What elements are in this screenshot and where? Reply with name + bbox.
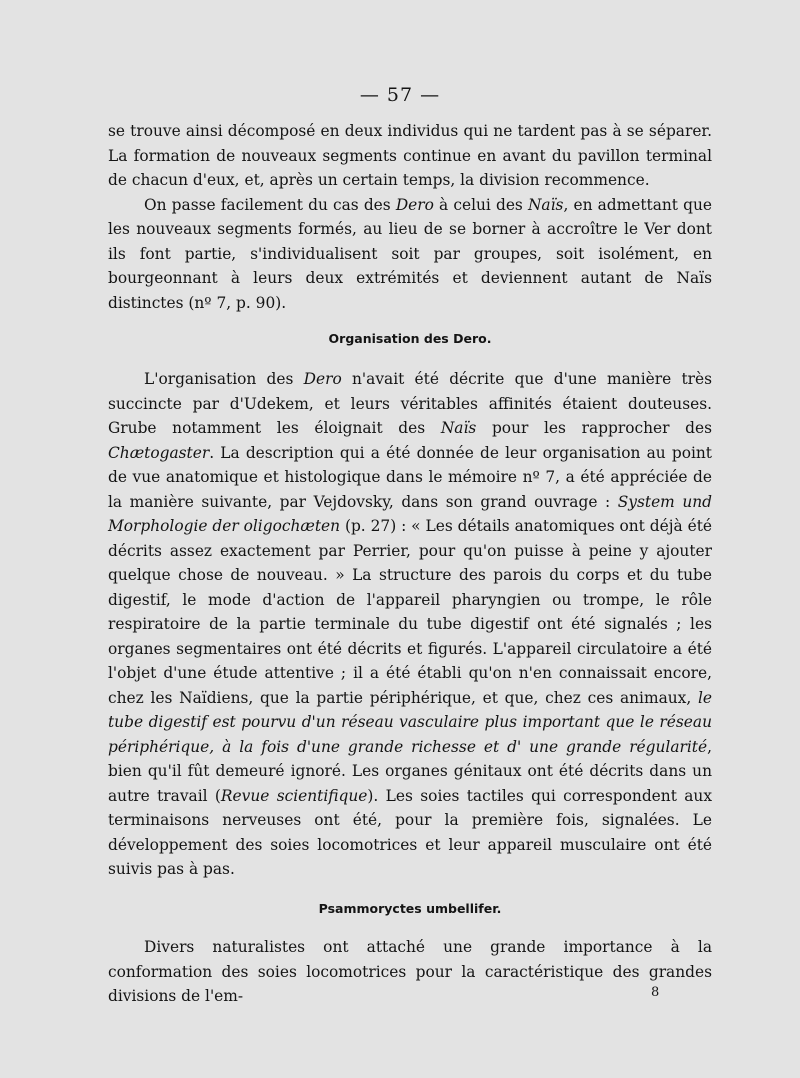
paragraph-1: se trouve ainsi décomposé en deux individus qui ne tardent pas à se séparer. La formation de nouveaux segments continue en avant du pavillon terminal de chacun d'eux, et, après un certain temps, la division recommence. — [108, 122, 712, 189]
psammoryctes-paragraph — [108, 935, 712, 1009]
section-heading-organisation: Organisation des Dero. — [328, 331, 492, 346]
opening-paragraphs — [108, 119, 712, 315]
paragraph-2: On passe facilement du cas des Dero à celui des Naïs, en admettant que les nouveaux segments formés, au lieu de se borner à accroître le Ver dont ils font partie, s'individualisent soit par groupes, soit isolément, en bourgeonnant à leurs deux extrémités et deviennent autant de Naïs distinctes (nº 7, p. 90). — [108, 195, 712, 312]
organisation-paragraph — [108, 367, 712, 882]
printer-signature: 8 — [651, 985, 660, 1000]
paragraph-4: Divers naturalistes ont attaché une grande importance à la conformation des soies locomotrices pour la caractéristique des grandes divisions de l'em- — [108, 938, 712, 1005]
section-heading-psammoryctes: Psammoryctes umbellifer. — [318, 901, 502, 916]
paragraph-3: L'organisation des Dero n'avait été décrite que d'une manière très succincte par d'Udekem, et leurs véritables affinités étaient douteuses. Grube notamment les éloignait des Naïs pour les rapprocher des Chætogaster. La description qui a été donnée de leur organisation au point de vue anatomique et histologique dans le mémoire nº 7, a été appréciée de la manière suivante, par Vejdovsky, dans son grand ouvrage : System und Morphologie der oligochæten (p. 27) : « Les détails anatomiques ont déjà été décrits assez exactement par Perrier, pour qu'on puisse à peine y ajouter quelque chose de nouveau. » La structure des parois du corps et du tube digestif, le mode d'action de l'appareil pharyngien ou trompe, le rôle respiratoire de la partie terminale du tube digestif ont été signalés ; les organes segmentaires ont été décrits et figurés. L'appareil circulatoire a été l'objet d'une étude attentive ; il a été établi qu'on n'en connaissait encore, chez les Naïdiens, que la partie périphérique, et que, chez ces animaux, le tube digestif est pourvu d'un réseau vasculaire plus important que le réseau périphérique, à la fois d'une grande richesse et d' une grande régularité, bien qu'il fût demeuré ignoré. Les organes génitaux ont été décrits dans un autre travail (Revue scientifique). Les soies tactiles qui correspondent aux terminaisons nerveuses ont été, pour la première fois, signalées. Le développement des soies locomotrices et leur appareil musculaire ont été suivis pas à pas. — [108, 370, 713, 878]
page-number: — 57 — — [359, 84, 441, 106]
